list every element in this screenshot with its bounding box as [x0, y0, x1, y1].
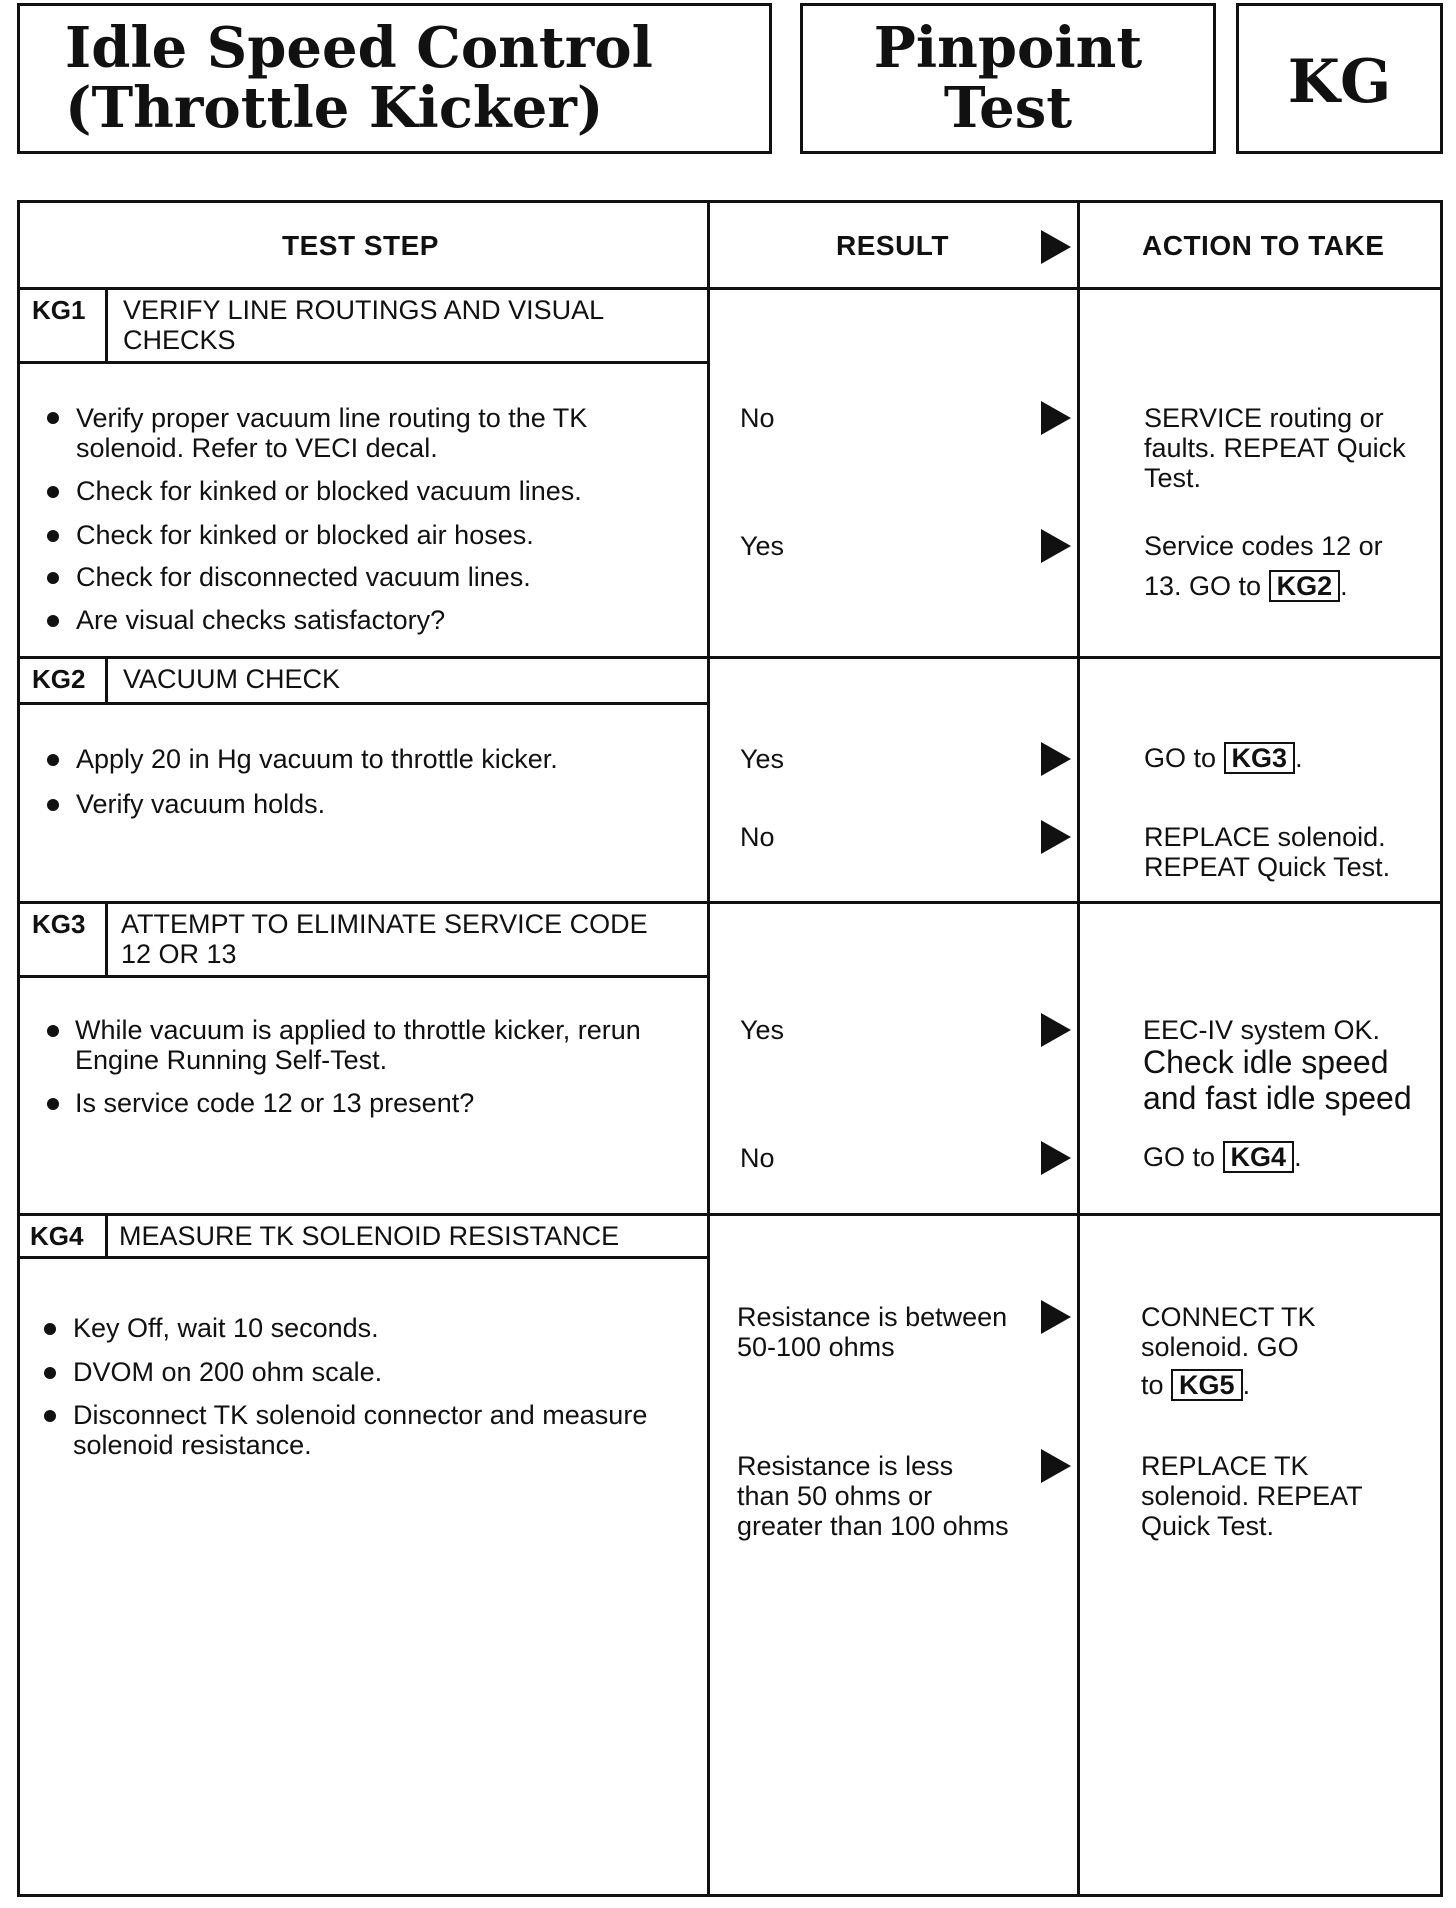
kg1-action1-line3: Test.: [1144, 463, 1202, 493]
kg4-bullet3-line2: solenoid resistance.: [73, 1430, 312, 1460]
kg4-bullet2: DVOM on 200 ohm scale.: [73, 1357, 383, 1387]
kg4-action1-line2: solenoid. GO: [1141, 1332, 1299, 1362]
kg3-result-no: No: [740, 1143, 775, 1173]
kg4-title: MEASURE TK SOLENOID RESISTANCE: [119, 1221, 620, 1251]
kg1-bottom-border: [17, 656, 1443, 659]
kg3-id: KG3: [32, 909, 86, 939]
kg4-result1-line2: 50-100 ohms: [737, 1332, 895, 1362]
arrow-icon: [1041, 1449, 1071, 1483]
period: .: [1242, 1370, 1251, 1400]
kg1-id-divider: [105, 287, 108, 364]
kg2-action1-text: GO to: [1144, 743, 1217, 773]
kg3-title-line2: 12 OR 13: [121, 939, 237, 969]
period: .: [1340, 571, 1348, 601]
kg3-action1-line3: and fast idle speed: [1143, 1080, 1412, 1116]
kg4-result2-line2: than 50 ohms or: [737, 1481, 933, 1511]
kg3-result-yes: Yes: [740, 1015, 785, 1045]
result-column-left-border: [707, 200, 710, 1897]
kg3-id-divider: [105, 901, 108, 978]
kg3-action1-line2: Check idle speed: [1143, 1044, 1389, 1080]
kg2-bullet1: Apply 20 in Hg vacuum to throttle kicker.: [76, 744, 558, 774]
kg3-action1-line1: EEC-IV system OK.: [1143, 1015, 1381, 1045]
header-result: RESULT: [836, 230, 949, 261]
kg1-action1-line1: SERVICE routing or: [1144, 403, 1384, 433]
table-right-border: [1440, 200, 1443, 1897]
kg3-bullet1-line1: While vacuum is applied to throttle kicker, rerun: [75, 1015, 641, 1045]
kg2-title-underline: [17, 702, 707, 705]
pinpoint-test-box: [800, 3, 1216, 154]
kg2-result-yes: Yes: [740, 744, 785, 774]
page-title-line2: (Throttle Kicker): [65, 75, 604, 141]
kg1-bullet1-line1: Verify proper vacuum line routing to the TK: [76, 403, 588, 433]
bullet-icon: [47, 615, 59, 627]
kg4-id: KG4: [30, 1221, 84, 1251]
kg4-action2-line3: Quick Test.: [1141, 1511, 1275, 1541]
arrow-icon: [1041, 529, 1071, 563]
kg3-title-underline: [17, 975, 707, 978]
table-left-border: [17, 200, 20, 1897]
table-bottom-border: [17, 1894, 1443, 1897]
kg1-action1-line2: faults. REPEAT Quick: [1144, 433, 1406, 463]
kg2-bottom-border: [17, 901, 1443, 904]
action-column-left-border: [1077, 200, 1080, 1897]
kg2-id-divider: [105, 656, 108, 705]
goto-kg3-ref[interactable]: KG3: [1224, 742, 1296, 774]
bullet-icon: [44, 1323, 56, 1335]
test-code-box: [1236, 3, 1443, 154]
kg1-id: KG1: [32, 295, 86, 325]
table-top-border: [17, 200, 1443, 203]
header-action-to-take: ACTION TO TAKE: [1142, 230, 1385, 261]
kg3-action2: [1143, 1141, 1302, 1173]
kg1-title-line1: VERIFY LINE ROUTINGS AND VISUAL: [123, 295, 605, 325]
kg3-title-line1: ATTEMPT TO ELIMINATE SERVICE CODE: [121, 909, 648, 939]
kg2-id: KG2: [32, 664, 86, 694]
bullet-icon: [47, 530, 59, 542]
arrow-icon: [1041, 1141, 1071, 1175]
bullet-icon: [44, 1410, 56, 1422]
kg2-title: VACUUM CHECK: [123, 664, 341, 694]
kg1-title-underline: [17, 361, 707, 364]
period: .: [1295, 743, 1303, 773]
goto-kg2-ref[interactable]: KG2: [1269, 570, 1341, 602]
kg1-title-line2: CHECKS: [123, 325, 236, 355]
kg4-bullet3-line1: Disconnect TK solenoid connector and measure: [73, 1400, 648, 1430]
test-code: KG: [1287, 47, 1392, 117]
kg1-bullet4: Check for disconnected vacuum lines.: [76, 562, 531, 592]
bullet-icon: [47, 1098, 59, 1110]
kg4-result2-line3: greater than 100 ohms: [737, 1511, 1009, 1541]
kg1-action2-line1: Service codes 12 or: [1144, 531, 1383, 561]
kg4-action1-text: to: [1141, 1370, 1164, 1400]
kg1-result-yes: Yes: [740, 531, 785, 561]
kg1-bullet3: Check for kinked or blocked air hoses.: [76, 520, 534, 550]
header-test-step: TEST STEP: [282, 230, 439, 261]
kg3-bullet2: Is service code 12 or 13 present?: [75, 1088, 475, 1118]
header-bottom-border: [17, 287, 1443, 290]
bullet-icon: [44, 1367, 56, 1379]
arrow-icon: [1041, 820, 1071, 854]
kg4-action2-line2: solenoid. REPEAT: [1141, 1481, 1363, 1511]
kg1-action2-text: 13. GO to: [1144, 571, 1262, 601]
kg2-action1: [1144, 742, 1303, 774]
kg1-result-no: No: [740, 403, 775, 433]
kg2-action2-line2: REPEAT Quick Test.: [1144, 852, 1391, 882]
kg2-bullet2: Verify vacuum holds.: [76, 789, 326, 819]
bullet-icon: [47, 1025, 59, 1037]
kg4-action1-line1: CONNECT TK: [1141, 1302, 1316, 1332]
bullet-icon: [47, 486, 59, 498]
kg4-action1-line3: [1141, 1369, 1250, 1401]
bullet-icon: [47, 754, 59, 766]
kg3-bullet1-line2: Engine Running Self-Test.: [75, 1045, 388, 1075]
kg4-result2-line1: Resistance is less: [737, 1451, 954, 1481]
pinpoint-line2: Test: [943, 75, 1073, 141]
page-title-line1: Idle Speed Control: [65, 15, 653, 81]
kg4-result1-line1: Resistance is between: [737, 1302, 1008, 1332]
kg1-action2-line2: [1144, 570, 1348, 602]
kg4-title-underline: [17, 1256, 707, 1259]
kg3-bottom-border: [17, 1213, 1443, 1216]
header-arrow-icon: [1041, 230, 1071, 264]
kg2-result-no: No: [740, 822, 775, 852]
arrow-icon: [1041, 742, 1071, 776]
kg4-action2-line1: REPLACE TK: [1141, 1451, 1309, 1481]
kg4-id-divider: [105, 1213, 108, 1259]
kg1-bullet1-line2: solenoid. Refer to VECI decal.: [76, 433, 438, 463]
bullet-icon: [47, 799, 59, 811]
pinpoint-line1: Pinpoint: [873, 15, 1143, 81]
arrow-icon: [1041, 1013, 1071, 1047]
kg1-bullet5: Are visual checks satisfactory?: [76, 605, 446, 635]
kg1-bullet2: Check for kinked or blocked vacuum lines.: [76, 476, 582, 506]
period: .: [1294, 1142, 1302, 1172]
kg4-bullet1: Key Off, wait 10 seconds.: [73, 1313, 379, 1343]
kg3-action2-text: GO to: [1143, 1142, 1216, 1172]
page-title-box: [17, 3, 772, 154]
arrow-icon: [1041, 1300, 1071, 1334]
bullet-icon: [47, 412, 59, 424]
goto-kg4-ref[interactable]: KG4: [1223, 1141, 1295, 1173]
arrow-icon: [1041, 401, 1071, 435]
kg2-action2-line1: REPLACE solenoid.: [1144, 822, 1386, 852]
goto-kg5-ref[interactable]: KG5: [1171, 1369, 1243, 1401]
bullet-icon: [47, 572, 59, 584]
